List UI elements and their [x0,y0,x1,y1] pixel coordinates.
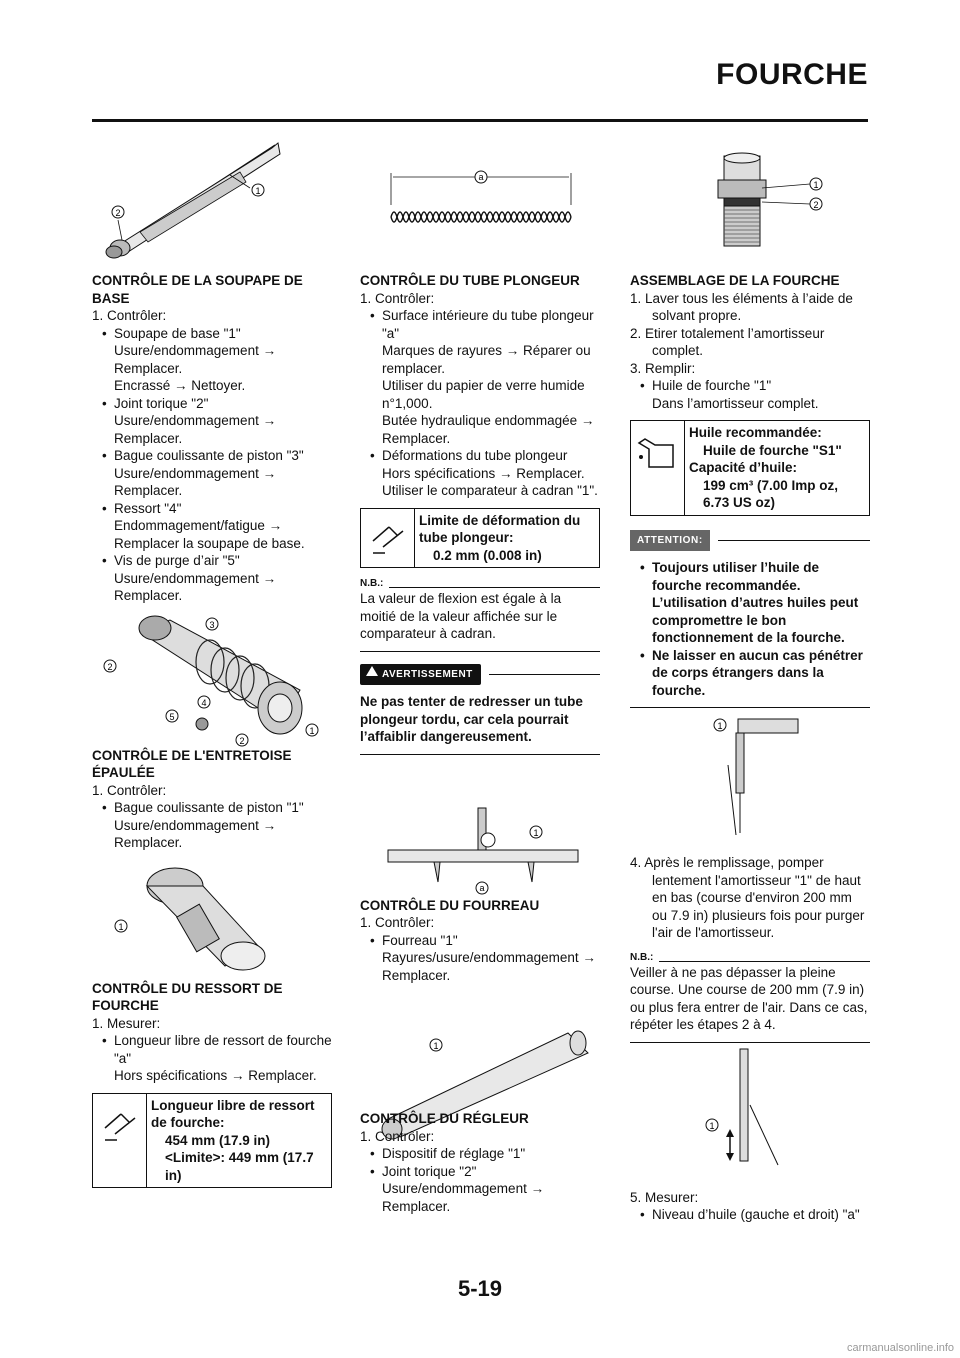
list-item-detail: Endommagement/fatigue → [114,518,283,533]
step-1: 1. Contrôler: [360,290,435,306]
list-item: • Soupape de base "1" [92,325,332,343]
warning-badge [360,664,481,686]
list-item-detail: Usure/endommagement → Remplacer. [114,570,277,603]
section-title-fork-spring: CONTRÔLE DU RESSORT DE FOURCHE [92,980,283,1013]
column-3 [630,272,870,1224]
callout-1: 1 [309,726,315,736]
note-text: Veiller à ne pas dépasser la pleine course. Une course de 200 mm (7.9 in) ou plus fera entrer de l'air. Dans ce cas, répéter les étapes 2 à 4. [630,964,868,1032]
list-item: • Huile de fourche "1" [630,377,870,395]
caution-item: • Ne laisser en aucun cas pénétrer de corps étrangers dans la fourche. [630,647,870,700]
caliper-icon [361,509,415,568]
list-item-detail: Butée hydraulique endommagée → Remplacer. [382,413,595,446]
column-1 [92,272,332,1194]
column-2 [360,272,600,1215]
note-end-rule [360,651,600,652]
note-label: N.B.: [360,578,384,589]
note-label: N.B.: [630,951,654,963]
header-rule [92,119,868,122]
warning-label: AVERTISSEMENT [382,668,473,680]
section-title-fork-assembly: ASSEMBLAGE DE LA FOURCHE [630,273,840,288]
callout-1: 1 [433,1041,439,1051]
list-item: • Dispositif de réglage "1" [360,1145,600,1163]
list-item: • Fourreau "1" [360,932,600,950]
callout-2: 2 [239,736,245,746]
spec-limit: <Limite>: 449 mm (17.7 in) [165,1150,314,1183]
list-item-detail: Encrassé → Nettoyer. [114,378,246,393]
spec-value: Huile de fourche "S1" [703,442,842,458]
list-item: • Bague coulissante de piston "1" [92,799,332,817]
page-number: 5-19 [457,1276,503,1301]
warning-triangle-icon [366,666,378,676]
callout-1: 1 [118,922,124,932]
list-item-detail: Usure/endommagement → Remplacer. [382,1181,545,1214]
section-title-outer-tube: CONTRÔLE DU FOURREAU [360,897,540,913]
list-item: • Vis de purge d’air "5" [92,552,332,570]
note-header [630,952,870,964]
watermark: carmanualsonline.info [846,1342,954,1354]
callout-1: 1 [709,1121,715,1131]
list-item-detail: Usure/endommagement → Remplacer. [114,413,277,446]
callout-2: 2 [115,208,121,218]
step-1: 1. Contrôler: [92,782,167,798]
base-valve-illustration [100,140,320,265]
step-1: 1. Mesurer: [92,1015,161,1031]
spec-value: 454 mm (17.9 in) [165,1132,271,1148]
list-item: • Longueur libre de ressort de fourche "a" [92,1032,332,1067]
section-title-spacer: CONTRÔLE DE L'ENTRETOISE ÉPAULÉE [92,747,292,780]
step-1: 1. Laver tous les éléments à l’aide de solvant propre. [630,290,853,323]
list-item-detail: Usure/endommagement → Remplacer. [114,465,277,498]
callout-1: 1 [813,180,819,190]
list-item: • Ressort "4" [92,500,332,518]
spec-label: Limite de déformation du tube plongeur: [419,512,581,545]
list-item-detail: Utiliser du papier de verre humide n°1,000. [382,378,585,411]
callout-3: 3 [209,620,215,630]
caliper-icon [93,1094,147,1188]
list-item-detail: Hors spécifications → Remplacer. [382,465,585,481]
list-item-detail: Usure/endommagement → Remplacer. [114,343,277,376]
fork-cap-illustration [710,148,840,258]
spec-value: 0.2 mm (0.008 in) [433,547,542,563]
callout-1: 1 [717,721,723,731]
step-2: 2. Etirer totalement l’amortisseur complet. [630,325,825,358]
caution-header [630,530,870,552]
list-item: • Surface intérieure du tube plongeur "a" [360,307,600,342]
list-item-detail: Remplacer la soupape de base. [114,535,305,551]
list-item-detail: Marques de rayures → Réparer ou remplacer. [382,343,591,376]
note-header [360,578,600,590]
callout-5: 5 [169,712,175,722]
oil-can-icon [631,421,685,515]
step-1: 1. Contrôler: [92,308,167,323]
list-item-detail: Utiliser le comparateur à cadran "1". [382,483,598,498]
page-title: FOURCHE [716,58,868,91]
step-3: 3. Remplir: [630,360,696,376]
callout-2: 2 [813,200,819,210]
spec-label: Longueur libre de ressort de fourche: [151,1097,315,1130]
spec-box-spring-length [92,1093,332,1189]
warning-text: Ne pas tenter de redresser un tube plongeur tordu, car cela pourrait l’affaiblir dangereusement. [360,694,583,744]
callout-2: 2 [107,662,113,672]
spec-label: Huile recommandée: [689,425,822,440]
note-text: La valeur de flexion est égale à la moitié de la valeur affichée sur le comparateur à cadran. [360,591,562,641]
warning-header [360,664,600,686]
caution-badge: ATTENTION: [630,530,710,552]
list-item-detail: Rayures/usure/endommagement → Remplacer. [382,950,596,983]
list-item: • Bague coulissante de piston "3" [92,447,332,465]
step-5: 5. Mesurer: [630,1189,699,1205]
callout-1: 1 [255,186,261,196]
step-1: 1. Contrôler: [360,915,435,930]
fork-spring-illustration [385,165,580,230]
section-title-inner-tube: CONTRÔLE DU TUBE PLONGEUR [360,273,580,288]
step-4: 4. Après le remplissage, pomper lentement l'amortisseur "1" de haut en bas (course d'environ 200 mm ou 7.9 in) plusieurs fois pour purger l'air de l'amortisseur. [630,855,865,940]
step-1: 1. Contrôler: [360,1128,435,1144]
section-title-base-valve: CONTRÔLE DE LA SOUPAPE DE BASE [92,273,303,306]
callout-a: a [478,172,484,182]
callout-4: 4 [201,698,207,708]
spec-label: Capacité d’huile: [689,460,798,475]
list-item-detail: Usure/endommagement → Remplacer. [114,817,277,850]
callout-a: a [479,883,485,893]
list-item: • Déformations du tube plongeur [360,447,600,465]
callout-1: 1 [533,828,539,838]
list-item: • Joint torique "2" [360,1163,600,1181]
list-item: • Niveau d’huile (gauche et droit) "a" [630,1206,870,1224]
list-item-detail: Hors spécifications → Remplacer. [114,1068,317,1083]
spec-value: 199 cm³ (7.00 Imp oz, 6.73 US oz) [703,477,839,510]
list-item-detail: Dans l’amortisseur complet. [652,395,819,411]
spec-box-oil [630,420,870,516]
caution-item: • Toujours utiliser l’huile de fourche recommandée. L’utilisation d’autres huiles peut compromettre le bon fonctionnement de la fourche. [630,559,870,647]
spec-box-runout [360,508,600,569]
section-title-adjuster: CONTRÔLE DU RÉGLEUR [360,1111,529,1126]
list-item: • Joint torique "2" [92,395,332,413]
